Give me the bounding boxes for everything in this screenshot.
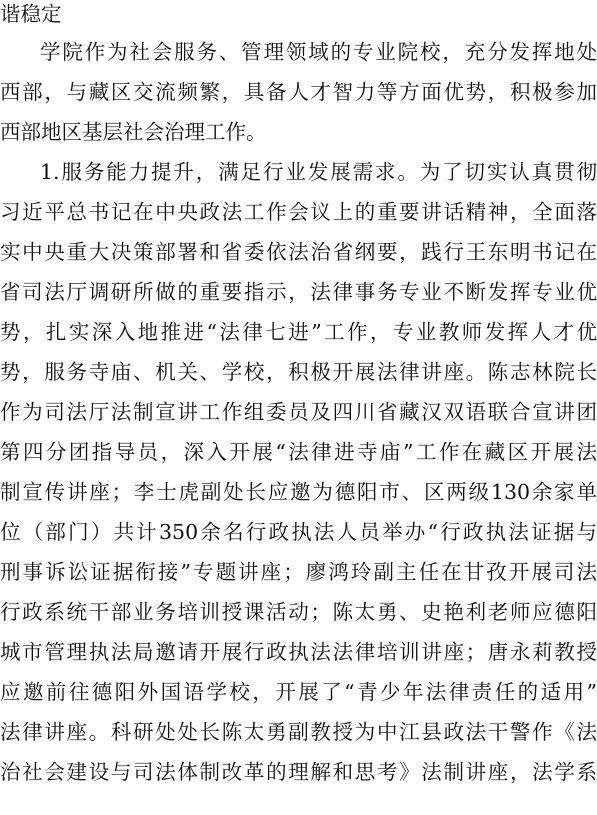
text-line-13: 制宣传讲座；李士虎副处长应邀为德阳市、区两级130余家单 <box>0 480 597 504</box>
text-line-14: 位（部门）共计350余名行政执法人员举办“行政执法证据与 <box>0 520 597 544</box>
text-line-20: 治社会建设与司法体制改革的理解和思考》法制讲座，法学系 <box>0 760 597 784</box>
text-line-17: 城市管理执法局邀请开展行政执法法律培训讲座；唐永莉教授 <box>0 640 597 664</box>
text-line-7: 实中央重大决策部署和省委依法治省纲要，践行王东明书记在 <box>0 240 597 264</box>
text-line-1: 谐稳定 <box>0 2 62 26</box>
text-line-11: 作为司法厅法制宣讲工作组委员及四川省藏汉双语联合宣讲团 <box>0 400 597 424</box>
text-line-12: 第四分团指导员，深入开展“法律进寺庙”工作在藏区开展法 <box>0 440 597 464</box>
text-line-19: 法律讲座。科研处处长陈太勇副教授为中江县政法干警作《法 <box>0 720 597 744</box>
text-line-2: 学院作为社会服务、管理领域的专业院校，充分发挥地处 <box>40 40 597 64</box>
text-line-15: 刑事诉讼证据衔接”专题讲座；廖鸿玲副主任在甘孜开展司法 <box>0 560 597 584</box>
text-line-3: 西部，与藏区交流频繁，具备人才智力等方面优势，积极参加 <box>0 80 597 104</box>
text-line-10: 势，服务寺庙、机关、学校，积极开展法律讲座。陈志林院长 <box>0 360 597 384</box>
text-line-9: 势，扎实深入地推进“法律七进”工作，专业教师发挥人才优 <box>0 320 597 344</box>
text-line-4: 西部地区基层社会治理工作。 <box>0 120 267 144</box>
text-line-5: 1.服务能力提升，满足行业发展需求。为了切实认真贯彻 <box>40 160 597 184</box>
text-line-8: 省司法厅调研所做的重要指示，法律事务专业不断发挥专业优 <box>0 280 597 304</box>
text-line-6: 习近平总书记在中央政法工作会议上的重要讲话精神，全面落 <box>0 200 597 224</box>
text-line-18: 应邀前往德阳外国语学校，开展了“青少年法律责任的适用” <box>0 680 597 704</box>
text-line-16: 行政系统干部业务培训授课活动；陈太勇、史艳利老师应德阳 <box>0 600 597 624</box>
